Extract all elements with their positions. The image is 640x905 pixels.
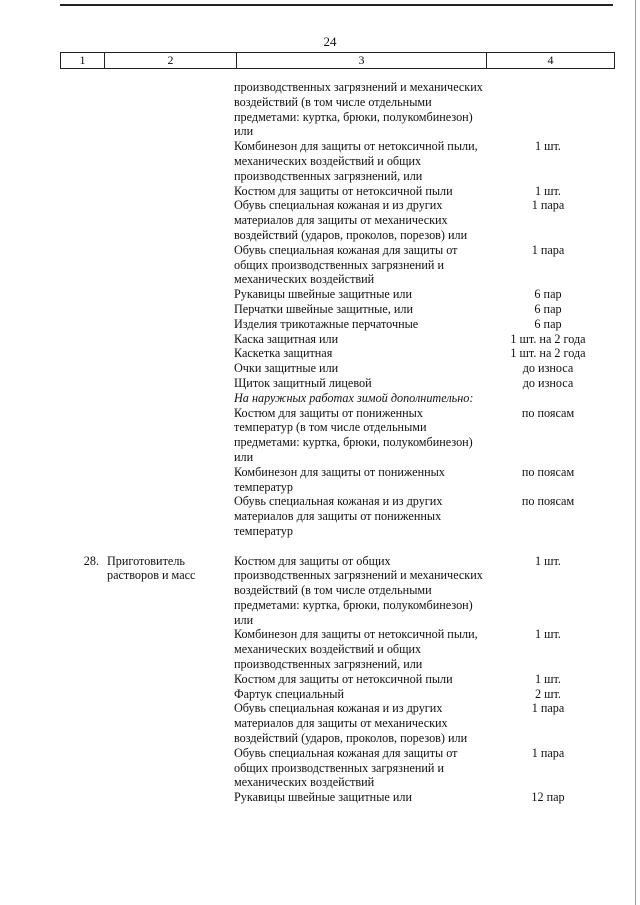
ppe-item: Обувь специальная кожаная для защиты от общих производственных загрязнений и механических воздействий: [234, 242, 458, 287]
issue-norm: до износа: [522, 361, 574, 376]
issue-norm: 1 пара: [531, 198, 565, 213]
header-col-2: 2: [105, 53, 237, 68]
issue-norm: 2 шт.: [535, 686, 561, 701]
issue-norm: [483, 80, 613, 139]
row-number: [60, 243, 103, 287]
row-number: [60, 139, 103, 183]
ppe-item: производственных загрязнений и механических воздействий (в том числе отдельными предметами: куртка, брюки, полукомбинезон) или: [234, 80, 483, 139]
row-number: [60, 376, 103, 391]
table-row: [60, 376, 613, 391]
job-title: [103, 80, 234, 139]
ppe-item: Обувь специальная кожаная и из других материалов для защиты от пониженных температур: [234, 494, 443, 538]
issue-norm: 6 пар: [534, 287, 562, 302]
header-col-1: 1: [61, 53, 105, 68]
job-title: [103, 465, 234, 495]
issue-norm: 12 пар: [531, 790, 565, 805]
table-row: [60, 317, 613, 332]
right-edge-line: [635, 0, 636, 905]
issue-norm: 1 пара: [531, 745, 565, 760]
job-title: [103, 376, 234, 391]
ppe-item: Рукавицы швейные защитные или: [234, 790, 412, 805]
issue-norm: 6 пар: [534, 316, 562, 331]
table-row: [60, 465, 613, 495]
ppe-item: Очки защитные или: [234, 361, 339, 376]
table-row: [60, 198, 613, 242]
row-gap: [60, 539, 613, 554]
table-row: [60, 391, 613, 406]
table-row: [60, 139, 613, 183]
ppe-item: Обувь специальная кожаная и из других материалов для защиты от механических воздействий (ударов, проколов, порезов) или: [234, 701, 468, 746]
table-row: [60, 80, 613, 139]
job-title: [103, 317, 234, 332]
table-row: [60, 494, 613, 538]
issue-norm: 1 пара: [531, 242, 565, 257]
row-number: [60, 80, 103, 139]
job-title: [103, 406, 234, 465]
table-row: [60, 627, 613, 671]
table-row: [60, 687, 613, 702]
row-number: [60, 465, 103, 495]
job-title: [103, 302, 234, 317]
row-number: [60, 627, 103, 671]
table-header: [60, 52, 615, 69]
job-title: [103, 361, 234, 376]
job-title: [103, 627, 234, 671]
issue-norm: 1 шт. на 2 года: [510, 346, 586, 361]
table-row: [60, 746, 613, 790]
header-col-4: 4: [547, 53, 554, 67]
row-number: [60, 184, 103, 199]
table-row: [60, 672, 613, 687]
job-title: [103, 746, 234, 790]
job-title: [103, 184, 234, 199]
job-title: Приготовитель растворов и масс: [107, 553, 196, 583]
ppe-item: Комбинезон для защиты от нетоксичной пыли, механических воздействий и общих производственных загрязнений, или: [234, 139, 478, 183]
table-row: [60, 790, 613, 805]
job-title: [103, 332, 234, 347]
issue-norm: по поясам: [521, 494, 575, 509]
row-number: [60, 346, 103, 361]
job-title: [103, 391, 234, 406]
row-number: [60, 361, 103, 376]
issue-norm: 6 пар: [534, 301, 562, 316]
row-number: [60, 672, 103, 687]
ppe-item: Комбинезон для защиты от пониженных температур: [234, 464, 445, 494]
job-title: [103, 346, 234, 361]
job-title: [103, 139, 234, 183]
issue-norm: до износа: [522, 375, 574, 390]
ppe-item: Комбинезон для защиты от нетоксичной пыли, механических воздействий и общих производственных загрязнений, или: [234, 627, 478, 672]
table-row: [60, 554, 613, 628]
row-number: [60, 198, 103, 242]
table-row: [60, 243, 613, 287]
row-number: [60, 406, 103, 465]
ppe-item: Щиток защитный лицевой: [234, 375, 372, 390]
ppe-item: Изделия трикотажные перчаточные: [234, 316, 419, 331]
row-number: [60, 391, 103, 406]
ppe-item: Каскетка защитная: [234, 346, 333, 361]
ppe-item: Обувь специальная кожаная и из других материалов для защиты от механических воздействий (ударов, проколов, порезов) или: [234, 198, 468, 242]
issue-norm: 1 шт.: [535, 553, 561, 568]
ppe-item: Костюм для защиты от нетоксичной пыли: [234, 183, 453, 198]
table-row: [60, 701, 613, 745]
job-title: [103, 198, 234, 242]
issue-norm: 1 шт.: [535, 139, 561, 154]
row-number: [60, 494, 103, 538]
ppe-item: На наружных работах зимой дополнительно:: [234, 390, 474, 405]
job-title: [103, 687, 234, 702]
table-row: [60, 346, 613, 361]
row-number: [60, 332, 103, 347]
issue-norm: 1 пара: [531, 701, 565, 716]
table-row: [60, 361, 613, 376]
row-number: [60, 302, 103, 317]
job-title: [103, 790, 234, 805]
table-row: [60, 406, 613, 465]
page-number: 24: [323, 34, 337, 49]
issue-norm: 1 шт. на 2 года: [510, 331, 586, 346]
row-number: [60, 746, 103, 790]
table-row: [60, 184, 613, 199]
issue-norm: 1 шт.: [535, 671, 561, 686]
ppe-item: Каска защитная или: [234, 331, 339, 346]
issue-norm: по поясам: [521, 405, 575, 420]
ppe-item: Перчатки швейные защитные, или: [234, 301, 414, 316]
job-title: [103, 287, 234, 302]
issue-norm: 1 шт.: [535, 627, 561, 642]
row-number: [60, 790, 103, 805]
issue-norm: [483, 391, 613, 406]
top-rule: [60, 4, 613, 6]
ppe-item: Обувь специальная кожаная для защиты от общих производственных загрязнений и механических воздействий: [234, 745, 458, 790]
ppe-item: Костюм для защиты от пониженных температур (в том числе отдельными предметами: куртка, брюки, полукомбинезон) или: [234, 405, 473, 464]
job-title: [103, 494, 234, 538]
row-number: [60, 701, 103, 745]
ppe-item: Фартук специальный: [234, 686, 344, 701]
row-number: [60, 687, 103, 702]
ppe-item: Рукавицы швейные защитные или: [234, 287, 412, 302]
table-body: [60, 80, 613, 805]
table-row: [60, 332, 613, 347]
job-title: [103, 672, 234, 687]
issue-norm: 1 шт.: [535, 183, 561, 198]
ppe-item: Костюм для защиты от нетоксичной пыли: [234, 671, 453, 686]
job-title: [103, 243, 234, 287]
header-col-3: 3: [237, 53, 487, 68]
row-number: [60, 317, 103, 332]
issue-norm: по поясам: [521, 464, 575, 479]
job-title: [103, 701, 234, 745]
ppe-item: Костюм для защиты от общих производственных загрязнений и механических воздействий (в том числе отдельными предметами: куртка, брюки, полукомбинезон) или: [234, 553, 483, 627]
row-number: [60, 287, 103, 302]
row-number: 28.: [83, 553, 99, 568]
table-row: [60, 287, 613, 302]
table-row: [60, 302, 613, 317]
